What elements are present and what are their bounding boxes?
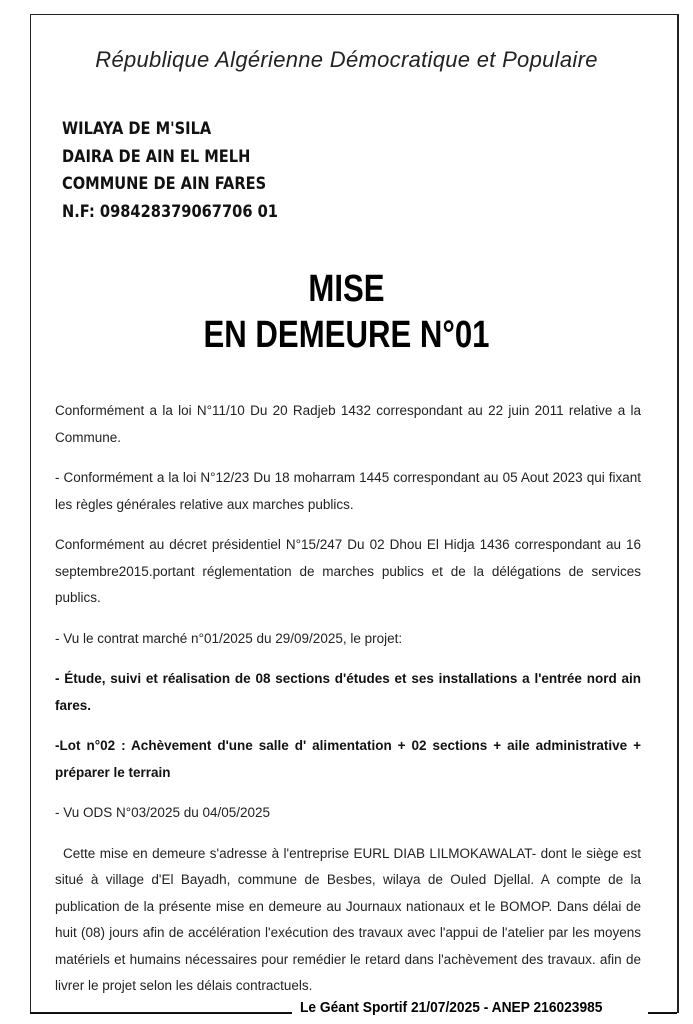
footer-rule-left: [30, 1012, 292, 1014]
wilaya-line: WILAYA DE M'SILA: [62, 119, 212, 139]
document-body: [55, 398, 641, 1014]
republic-heading: République Algérienne Démocratique et Populaire: [95, 47, 598, 72]
paragraph-decret: Conformément au décret présidentiel N°15/247 Du 02 Dhou El Hidja 1436 correspondant au 16 septembre2015.portant réglementation de marches publics et de la délégations de services publics.: [55, 537, 641, 605]
commune-line: COMMUNE DE AIN FARES: [62, 174, 267, 194]
title-line-2: EN DEMEURE N°01: [203, 314, 490, 356]
paragraph-loi-commune: Conformément a la loi N°11/10 Du 20 Radjeb 1432 correspondant au 22 juin 2011 relative a la Commune.: [55, 403, 641, 445]
paragraph-projet: - Étude, suivi et réalisation de 08 sections d'études et ses installations a l'entrée nord ain fares.: [55, 671, 641, 713]
paragraph-notice: Cette mise en demeure s'adresse à l'entreprise EURL DIAB LILMOKAWALAT- dont le siège est situé à village d'El Bayadh, commune de Besbes, wilaya de Ouled Djellal. A compte de la publication de la présente mise en demeure au Journaux nationaux et le BOMOP. Dans délai de huit (08) jours afin de accélération l'exécution des travaux avec l'appui de l'atelier par les moyens matériels et humains nécessaires pour remédier le retard dans l'achèvement des travaux. afin de livrer le projet selon les délais contractuels.: [55, 845, 641, 993]
title-line-1: MISE: [308, 268, 385, 310]
paragraph-loi-marches: - Conformément a la loi N°12/23 Du 18 moharram 1445 correspondant au 05 Aout 2023 qui fixant les règles générales relative aux marches publics.: [55, 470, 641, 512]
publication-footer: Le Géant Sportif 21/07/2025 - ANEP 216023985: [300, 1000, 603, 1016]
footer-rule-right: [648, 1012, 677, 1014]
issuer-block: [62, 116, 278, 226]
paragraph-contrat: - Vu le contrat marché n°01/2025 du 29/09/2025, le projet:: [55, 630, 403, 646]
document-title: [62, 266, 630, 358]
nf-line: N.F: 098428379067706 01: [62, 201, 278, 222]
paragraph-ods: - Vu ODS N°03/2025 du 04/05/2025: [55, 805, 271, 820]
paragraph-lot: -Lot n°02 : Achèvement d'une salle d' alimentation + 02 sections + aile administrative + préparer le terrain: [55, 738, 641, 780]
daira-line: DAIRA DE AIN EL MELH: [62, 146, 251, 167]
